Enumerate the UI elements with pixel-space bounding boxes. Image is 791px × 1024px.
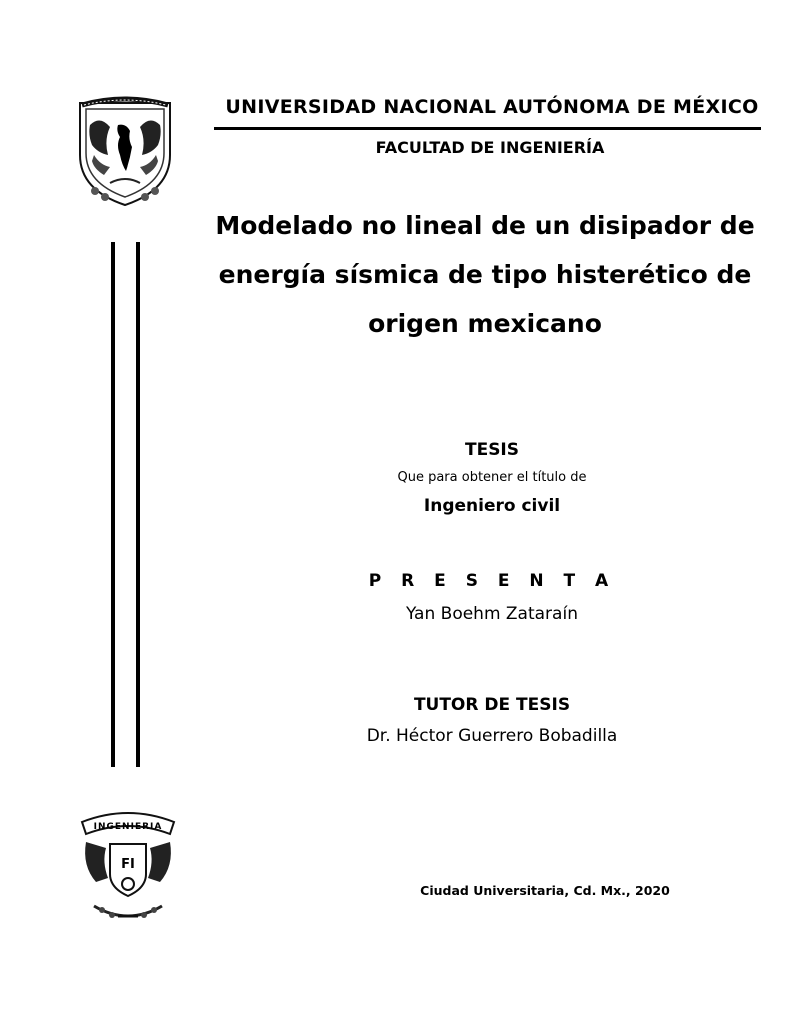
author-name: Yan Boehm Zataraín (406, 604, 578, 624)
place-and-date: Ciudad Universitaria, Cd. Mx., 2020 (420, 883, 670, 898)
unam-coat-of-arms-icon (70, 95, 180, 210)
right-vertical-bar (136, 242, 140, 767)
svg-text:FI: FI (121, 857, 135, 872)
thesis-title-line-2: energía sísmica de tipo histerético de (218, 260, 752, 289)
svg-text:INGENIERIA: INGENIERIA (93, 822, 163, 832)
thesis-title (190, 201, 780, 348)
advisor-label: TUTOR DE TESIS (413, 695, 571, 715)
left-vertical-bar (111, 242, 115, 767)
document-type: TESIS (464, 440, 520, 460)
thesis-title-line-3: origen mexicano (368, 309, 602, 338)
degree-name: Ingeniero civil (423, 496, 561, 516)
thesis-title-line-1: Modelado no lineal de un disipador de (215, 211, 755, 240)
advisor-name: Dr. Héctor Guerrero Bobadilla (366, 726, 618, 746)
degree-intro: Que para obtener el título de (397, 470, 587, 485)
university-name: UNIVERSIDAD NACIONAL AUTÓNOMA DE MÉXICO (225, 96, 759, 118)
facultad-ingenieria-emblem-icon (78, 808, 178, 926)
header-divider (214, 127, 761, 130)
faculty-name: FACULTAD DE INGENIERÍA (375, 138, 605, 157)
presenta-label: P R E S E N T A (368, 571, 616, 591)
